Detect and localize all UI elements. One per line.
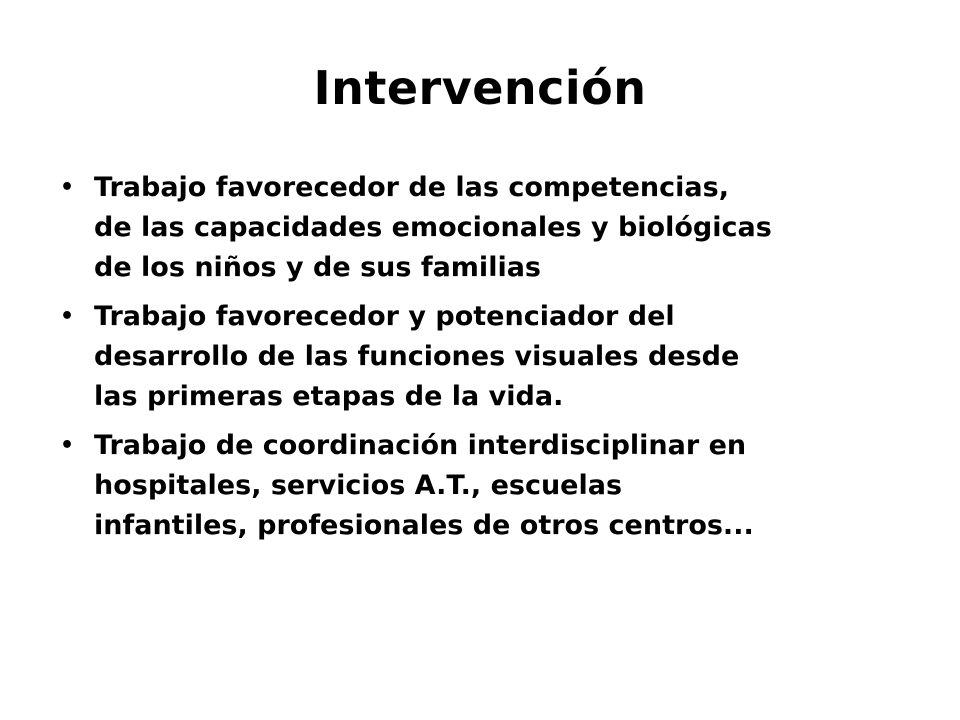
bullet-text-line: Trabajo de coordinación interdisciplinar en <box>94 430 747 461</box>
bullet-text-line: de las capacidades emocionales y biológicas <box>94 212 772 243</box>
bullet-item <box>56 168 906 288</box>
bullet-text-line: desarrollo de las funciones visuales desde <box>94 341 740 372</box>
bullet-list <box>56 168 906 555</box>
bullet-text-line: Trabajo favorecedor de las competencias, <box>94 172 729 203</box>
bullet-icon: • <box>60 304 75 329</box>
bullet-text-line: hospitales, servicios A.T., escuelas <box>94 470 623 501</box>
bullet-text-line: Trabajo favorecedor y potenciador del <box>94 301 675 332</box>
bullet-icon: • <box>60 433 75 458</box>
bullet-text-line: infantiles, profesionales de otros centros... <box>94 510 754 541</box>
bullet-text-line: las primeras etapas de la vida. <box>94 381 564 412</box>
slide-title: Intervención <box>313 61 647 115</box>
bullet-icon: • <box>60 175 75 200</box>
bullet-item <box>56 426 906 546</box>
bullet-item <box>56 297 906 417</box>
bullet-text-line: de los niños y de sus familias <box>94 252 541 283</box>
